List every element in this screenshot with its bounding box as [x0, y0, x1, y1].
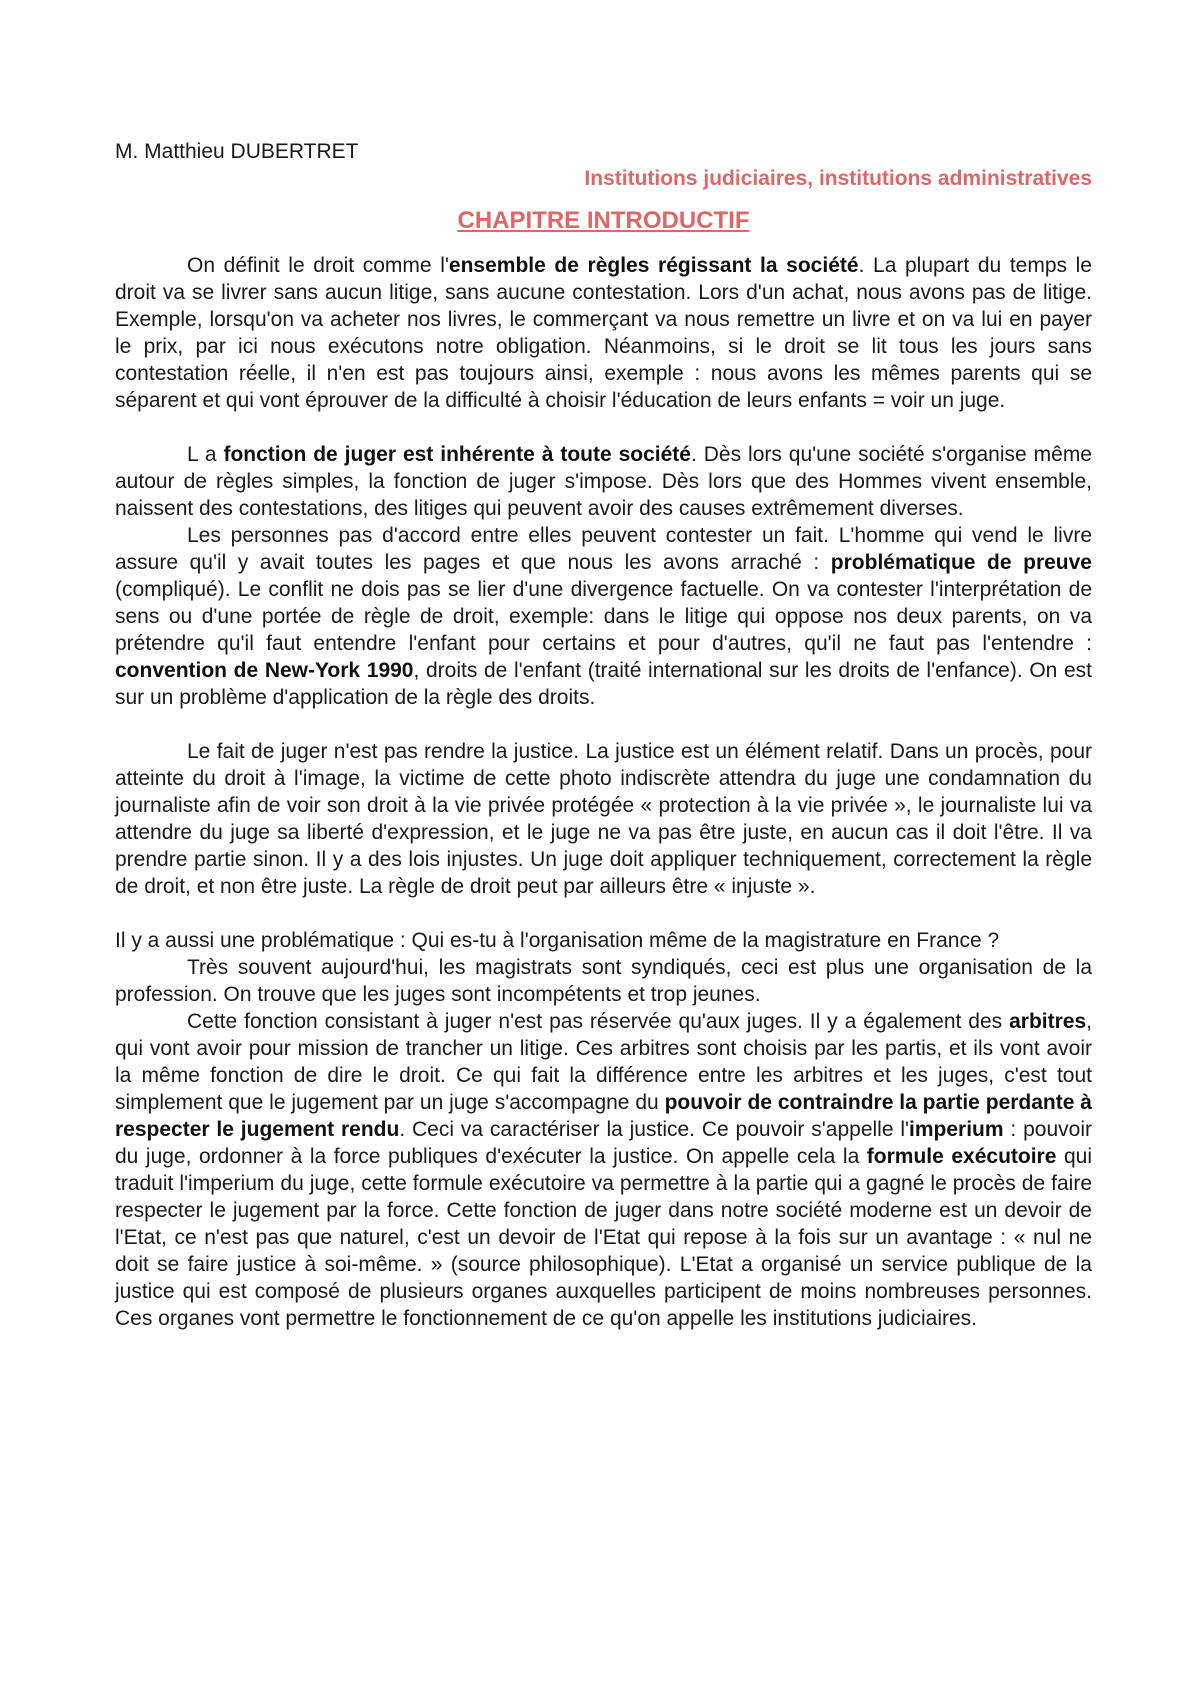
text-run: . Dès lors qu'une société s'organise même autour de règles simples, la fonction de juger s'impose. Dès lors que des Hommes vivent ensemble, naissent des contestations, des litiges qui peuvent avoir des causes extrêmement diverses. [115, 443, 1092, 520]
bold-term: arbitres [1009, 1010, 1087, 1033]
paragraph-gap [115, 900, 1092, 927]
text-run: , qui vont avoir pour mission de trancher un litige. Ces arbitres sont choisis par les partis, et ils vont avoir la même fonction de dire le droit. Ce qui fait la différence entre les arbitres et les juges, c'est tout simplement que le jugement par un juge s'accompagne du [115, 1010, 1092, 1114]
paragraph [115, 927, 1092, 954]
bold-term: fonction de juger est inhérente à toute société [223, 443, 691, 466]
text-run: , droits de l'enfant (traité international sur les droits de l'enfance). On est sur un problème d'application de la règle des droits. [115, 659, 1092, 709]
text-run: Il y a aussi une problématique : Qui es-tu à l'organisation même de la magistrature en France ? [115, 929, 1000, 952]
text-run: . Ceci va caractériser la justice. Ce pouvoir s'appelle l' [399, 1118, 910, 1141]
paragraph [115, 1008, 1092, 1332]
text-run: (compliqué). Le conflit ne dois pas se lier d'une divergence factuelle. On va contester l'interprétation de sens ou d'une portée de règle de droit, exemple: dans le litige qui oppose nos deux parents, on va prétendre qu'il faut entendre l'enfant pour certains et pour d'autres, qu'il ne faut pas l'entendre : [115, 578, 1092, 655]
paragraph [115, 954, 1092, 1008]
text-run: : pouvoir du juge, ordonner à la force publiques d'exécuter la justice. On appelle cela la [115, 1118, 1092, 1168]
bold-term: convention de New-York 1990 [115, 659, 414, 682]
paragraph [115, 522, 1092, 711]
course-title: Institutions judiciaires, institutions administratives [584, 167, 1092, 190]
text-run: qui traduit l'imperium du juge, cette formule exécutoire va permettre à la partie qui a gagné le procès de faire respecter le jugement par la force. Cette fonction de juger dans notre société moderne est un devoir de l'Etat, ce n'est pas que naturel, c'est un devoir de l'Etat qui repose à la fois sur un avantage : « nul ne doit se faire justice à soi-même. » (source philosophique). L'Etat a organisé un service publique de la justice qui est composé de plusieurs organes auxquelles participent de moins nombreuses personnes. Ces organes vont permettre le fonctionnement de ce qu'on appelle les institutions judiciaires. [115, 1145, 1092, 1330]
paragraph [115, 441, 1092, 522]
author-name: M. Matthieu DUBERTRET [115, 140, 359, 163]
paragraph [115, 738, 1092, 900]
paragraph [115, 252, 1092, 414]
bold-term: pouvoir de contraindre la partie perdante à respecter le jugement rendu [115, 1091, 1092, 1141]
bold-term: formule exécutoire [866, 1145, 1057, 1168]
bold-term: ensemble de règles régissant la société [448, 254, 859, 277]
text-run: L a [187, 443, 224, 466]
bold-term: problématique de preuve [830, 551, 1092, 574]
text-run: Les personnes pas d'accord entre elles peuvent contester un fait. L'homme qui vend le livre assure qu'il y avait toutes les pages et que nous les avons arraché : [115, 524, 1092, 574]
document-body [115, 252, 1092, 1332]
paragraph-gap [115, 414, 1092, 441]
document-page [115, 138, 1092, 1332]
text-run: Très souvent aujourd'hui, les magistrats sont syndiqués, ceci est plus une organisation de la profession. On trouve que les juges sont incompétents et trop jeunes. [115, 956, 1092, 1006]
text-run: Le fait de juger n'est pas rendre la justice. La justice est un élément relatif. Dans un procès, pour atteinte du droit à l'image, la victime de cette photo indiscrète attendra du juge une condamnation du journaliste afin de voir son droit à la vie privée protégée « protection à la vie privée », le journaliste lui va attendre du juge sa liberté d'expression, et le juge ne va pas être juste, en aucun cas il doit l'être. Il va prendre partie sinon. Il y a des lois injustes. Un juge doit appliquer techniquement, correctement la règle de droit, et non être juste. La règle de droit peut par ailleurs être « injuste ». [115, 740, 1092, 898]
text-run: . La plupart du temps le droit va se livrer sans aucun litige, sans aucune contestation. Lors d'un achat, nous avons pas de litige. Exemple, lorsqu'on va acheter nos livres, le commerçant va nous remettre un livre et on va lui en payer le prix, par ici nous exécutons notre obligation. Néanmoins, si le droit se lit tous les jours sans contestation réelle, il n'en est pas toujours ainsi, exemple : nous avons les mêmes parents qui se séparent et qui vont éprouver de la difficulté à choisir l'éducation de leurs enfants = voir un juge. [115, 254, 1092, 412]
chapter-title: CHAPITRE INTRODUCTIF [457, 207, 750, 234]
bold-term: imperium [909, 1118, 1004, 1141]
text-run: Cette fonction consistant à juger n'est pas réservée qu'aux juges. Il y a également des [187, 1010, 1010, 1033]
paragraph-gap [115, 711, 1092, 738]
text-run: On définit le droit comme l' [187, 254, 449, 277]
